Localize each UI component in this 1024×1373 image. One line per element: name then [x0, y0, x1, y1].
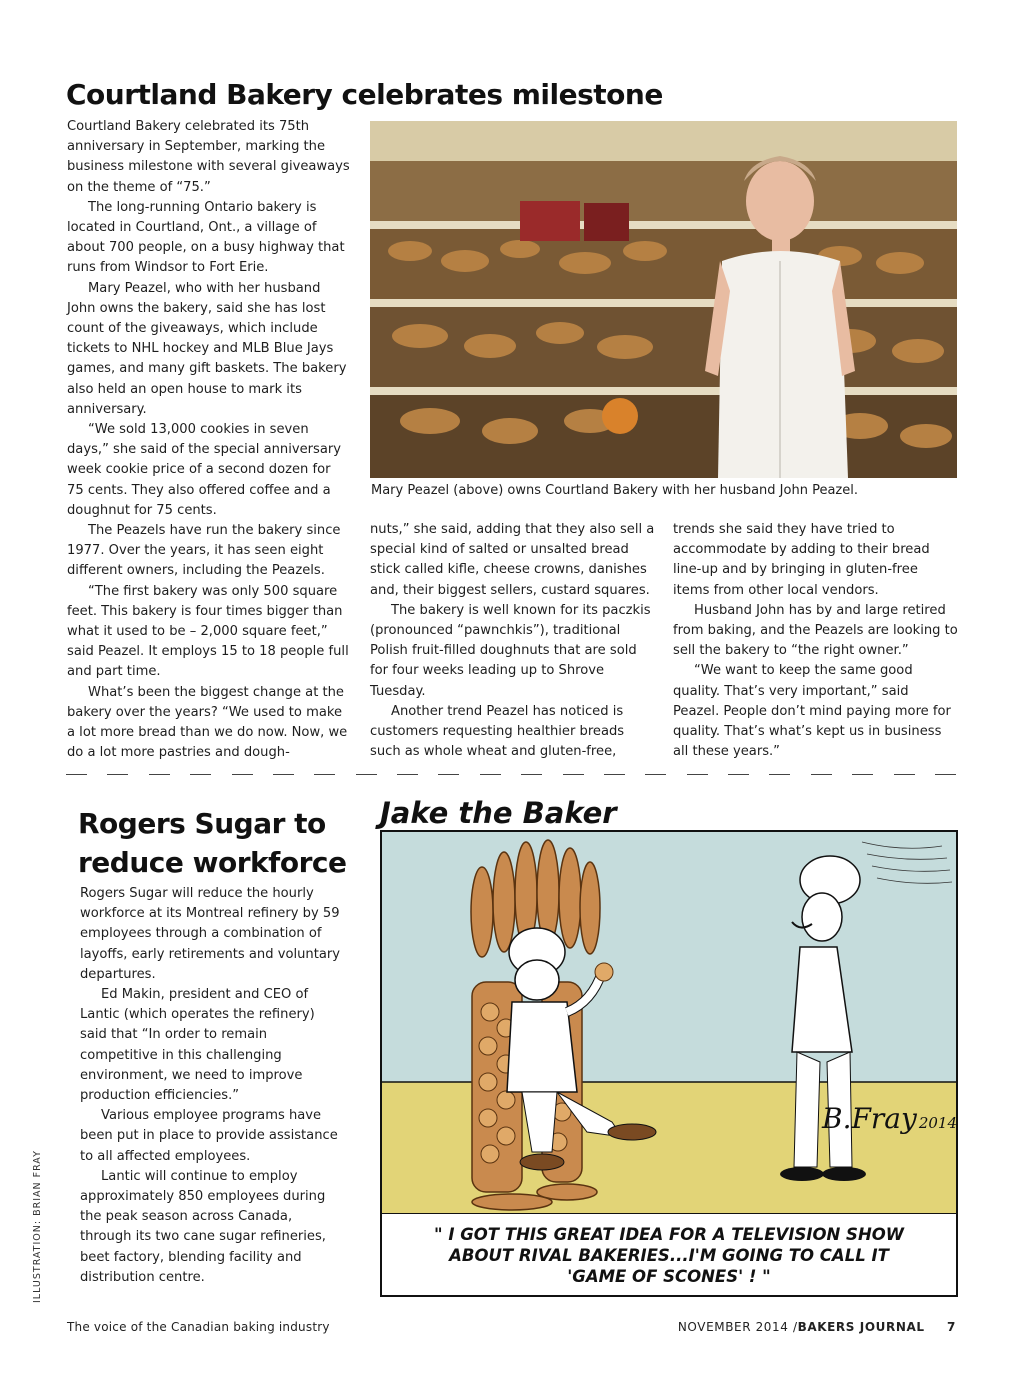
- footer-issue-info: [678, 1320, 956, 1334]
- divider-dash: [66, 774, 87, 775]
- paragraph: Another trend Peazel has noticed is customers requesting healthier breads such as whole wheat and gluten-free,: [370, 703, 625, 760]
- divider-dash: [107, 774, 128, 775]
- divider-dash: [894, 774, 915, 775]
- divider-dash: [480, 774, 501, 775]
- article-2-body: [80, 884, 342, 1288]
- paragraph: Various employee programs have been put in place to provide assistance to all affected employees.: [80, 1108, 338, 1164]
- article-headline: Courtland Bakery celebrates milestone: [66, 78, 663, 111]
- cartoon-caption: [392, 1224, 946, 1287]
- paragraph: The Peazels have run the bakery since 1977. Over the years, it has seen eight different owners, including the Peazels.: [67, 523, 341, 579]
- paragraph: Lantic will continue to employ approximately 850 employees during the peak season across Canada, through its two cane sugar refineries, beet factory, blending facility and distribution centre.: [80, 1168, 326, 1285]
- article-2-headline-line-1: Rogers Sugar to: [78, 807, 326, 840]
- cartoon-signature: [822, 1102, 957, 1135]
- footer-separator: /: [792, 1320, 798, 1334]
- article-column-1: [67, 117, 351, 764]
- footer-issue-date: NOVEMBER 2014: [677, 1320, 789, 1334]
- divider-dash: [811, 774, 832, 775]
- divider-dash: [728, 774, 749, 775]
- divider-dash: [438, 774, 459, 775]
- paragraph: Courtland Bakery celebrated its 75th anniversary in September, marking the business milestone with several giveaways on the theme of “75.”: [67, 119, 350, 195]
- article-column-3: [673, 520, 958, 762]
- paragraph: Husband John has by and large retired from baking, and the Peazels are looking to sell the bakery to “the right owner.”: [673, 602, 958, 659]
- paragraph: The bakery is well known for its paczkis (pronounced “pawnchkis”), traditional Polish fruit-filled doughnuts that are sold for four weeks leading up to Shrove Tuesday.: [370, 602, 651, 699]
- divider-dash: [314, 774, 335, 775]
- article-2-headline: [78, 804, 346, 882]
- bakery-photo-illustration: [370, 121, 957, 478]
- divider-dash: [563, 774, 584, 775]
- paragraph: nuts,” she said, adding that they also sell a special kind of salted or unsalted bread stick called kifle, cheese crowns, danishes and, their biggest sellers, custard squares.: [370, 522, 655, 598]
- footer-tagline: The voice of the Canadian baking industry: [67, 1320, 330, 1334]
- paragraph: The long-running Ontario bakery is located in Courtland, Ont., a village of about 700 people, on a busy highway that runs from Windsor to Fort Erie.: [67, 199, 345, 276]
- divider-dash: [356, 774, 377, 775]
- divider-dash: [935, 774, 956, 775]
- cartoon-caption-line-1: " I GOT THIS GREAT IDEA FOR A TELEVISION SHOW: [434, 1225, 904, 1244]
- divider-dash: [397, 774, 418, 775]
- footer-publication: BAKERS JOURNAL: [797, 1320, 925, 1334]
- paragraph: “We sold 13,000 cookies in seven days,” she said of the special anniversary week cookie price of a second dozen for 75 cents. They also offered coffee and a doughnut for 75 cents.: [67, 422, 342, 518]
- divider-dash: [521, 774, 542, 775]
- divider-dash: [687, 774, 708, 775]
- illustration-credit: ILLUSTRATION: BRIAN FRAY: [32, 1150, 43, 1303]
- divider-dash: [273, 774, 294, 775]
- paragraph: “We want to keep the same good quality. That’s very important,” said Peazel. People don’t mind paying more for quality. That’s what’s kept us in business all these years.”: [673, 663, 951, 760]
- cartoon-caption-line-3: 'GAME OF SCONES' ! ": [567, 1267, 771, 1286]
- cartoon-caption-line-2: ABOUT RIVAL BAKERIES...I'M GOING TO CALL IT: [449, 1246, 889, 1265]
- article-column-2: [370, 520, 655, 762]
- cartoon-signature-name: B.Fray: [822, 1102, 917, 1135]
- paragraph: Ed Makin, president and CEO of Lantic (which operates the refinery) said that “In order to remain competitive in this challenging environment, we need to improve production efficiencies.”: [80, 987, 315, 1104]
- photo-caption: Mary Peazel (above) owns Courtland Bakery with her husband John Peazel.: [371, 483, 858, 498]
- cartoon-signature-year: 2014: [918, 1114, 957, 1132]
- paragraph: “The first bakery was only 500 square feet. This bakery is four times bigger than what it used to be – 2,000 square feet,” said Peazel. It employs 15 to 18 people full and part time.: [67, 583, 349, 680]
- paragraph: Rogers Sugar will reduce the hourly workforce at its Montreal refinery by 59 employees through a combination of layoffs, early retirements and voluntary departures.: [80, 886, 340, 982]
- paragraph: Mary Peazel, who with her husband John owns the bakery, said she has lost count of the giveaways, which include tickets to NHL hockey and MLB Blue Jays games, and many gift baskets. The bakery also held an open house to mark its anniversary.: [67, 280, 347, 417]
- divider-dash: [149, 774, 170, 775]
- divider-dash: [190, 774, 211, 775]
- divider-dash: [769, 774, 790, 775]
- divider-dash: [604, 774, 625, 775]
- section-divider: [66, 774, 956, 775]
- paragraph: trends she said they have tried to accommodate by adding to their bread line-up and by bringing in gluten-free items from other local vendors.: [673, 522, 930, 598]
- footer-page-number: 7: [947, 1320, 956, 1334]
- bakery-photo: [370, 121, 957, 478]
- divider-dash: [852, 774, 873, 775]
- cartoon-illustration: [382, 832, 956, 1214]
- divider-dash: [645, 774, 666, 775]
- cartoon-panel: [380, 830, 958, 1297]
- cartoon-title: Jake the Baker: [380, 796, 617, 830]
- paragraph: What’s been the biggest change at the bakery over the years? “We used to make a lot more bread than we do now. Now, we do a lot more pastries and dough-: [67, 684, 348, 761]
- divider-dash: [232, 774, 253, 775]
- article-2-headline-line-2: reduce workforce: [78, 846, 347, 879]
